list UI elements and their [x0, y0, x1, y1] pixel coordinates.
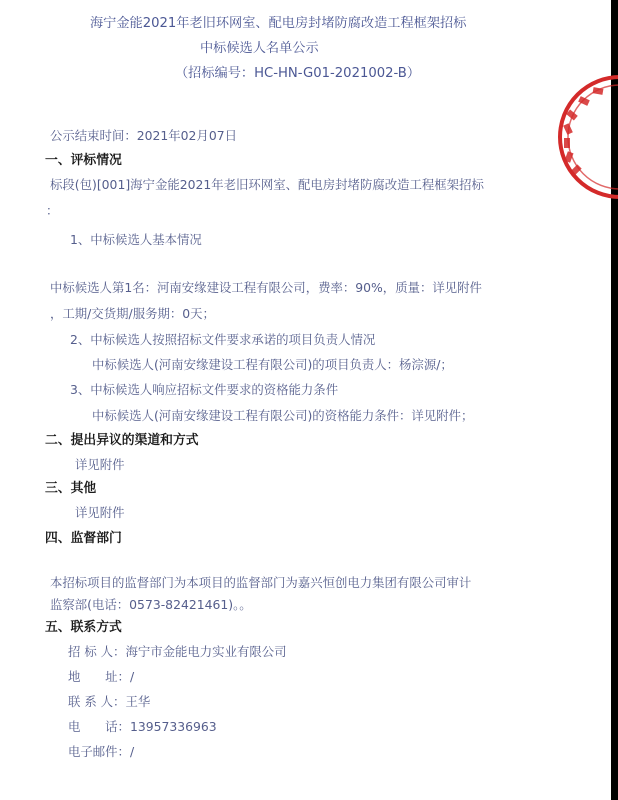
section2-body: 详见附件	[75, 457, 125, 472]
section2-heading: 二、提出异议的渠道和方式	[45, 433, 199, 448]
contact-row-address	[68, 669, 134, 685]
bid-number: （招标编号：HC-HN-G01-2021002-B）	[175, 66, 421, 81]
contact-row-person	[68, 694, 150, 710]
candidate-line2: ，工期/交货期/服务期：0天；	[50, 306, 215, 321]
candidate-line1: 中标候选人第1名：河南安缘建设工程有限公司，费率：90%，质量：详见附件	[50, 280, 482, 295]
subsection3-detail: 中标候选人(河南安缘建设工程有限公司)的资格能力条件：详见附件；	[92, 408, 474, 423]
section3-heading: 三、其他	[45, 481, 97, 496]
contact-value: 海宁市金能电力实业有限公司	[125, 644, 287, 659]
contact-label: 电子邮件：	[68, 744, 130, 759]
contact-value: /	[129, 744, 135, 759]
contact-value: 王华	[125, 694, 151, 709]
section5-heading: 五、联系方式	[45, 620, 122, 635]
subsection2-detail: 中标候选人(河南安缘建设工程有限公司)的项目负责人：杨淙源/；	[92, 357, 453, 372]
contact-row-bidder	[68, 644, 287, 660]
section4-heading: 四、监督部门	[45, 531, 122, 546]
contact-value: 13957336963	[129, 719, 217, 734]
contact-label: 地 址：	[68, 669, 130, 684]
contact-value: /	[129, 669, 135, 684]
contact-label: 招 标 人：	[68, 644, 126, 659]
section3-body: 详见附件	[75, 505, 125, 520]
contact-label: 电 话：	[68, 719, 130, 734]
doc-title-line2: 中标候选人名单公示	[200, 41, 319, 56]
doc-title-line1: 海宁金能2021年老旧环网室、配电房封堵防腐改造工程框架招标	[90, 16, 467, 31]
section1-heading: 一、评标情况	[45, 153, 122, 168]
subsection3-title: 3、中标候选人响应招标文件要求的资格能力条件	[70, 382, 339, 397]
contact-label: 联 系 人：	[68, 694, 126, 709]
subsection2-title: 2、中标候选人按照招标文件要求承诺的项目负责人情况	[70, 332, 376, 347]
lot-line: 标段(包)[001]海宁金能2021年老旧环网室、配电房封堵防腐改造工程框架招标	[50, 177, 484, 192]
section4-body-line1: 本招标项目的监督部门为本项目的监督部门为嘉兴恒创电力集团有限公司审计	[50, 575, 472, 590]
lot-colon: ：	[46, 203, 59, 218]
section4-body-line2: 监察部(电话：0573-82421461)。。	[50, 597, 252, 612]
announcement-end-time: 公示结束时间：2021年02月07日	[50, 128, 237, 143]
contact-row-email	[68, 744, 134, 760]
contact-row-phone	[68, 719, 217, 735]
official-seal-icon	[555, 72, 618, 202]
subsection1-title: 1、中标候选人基本情况	[70, 232, 202, 247]
